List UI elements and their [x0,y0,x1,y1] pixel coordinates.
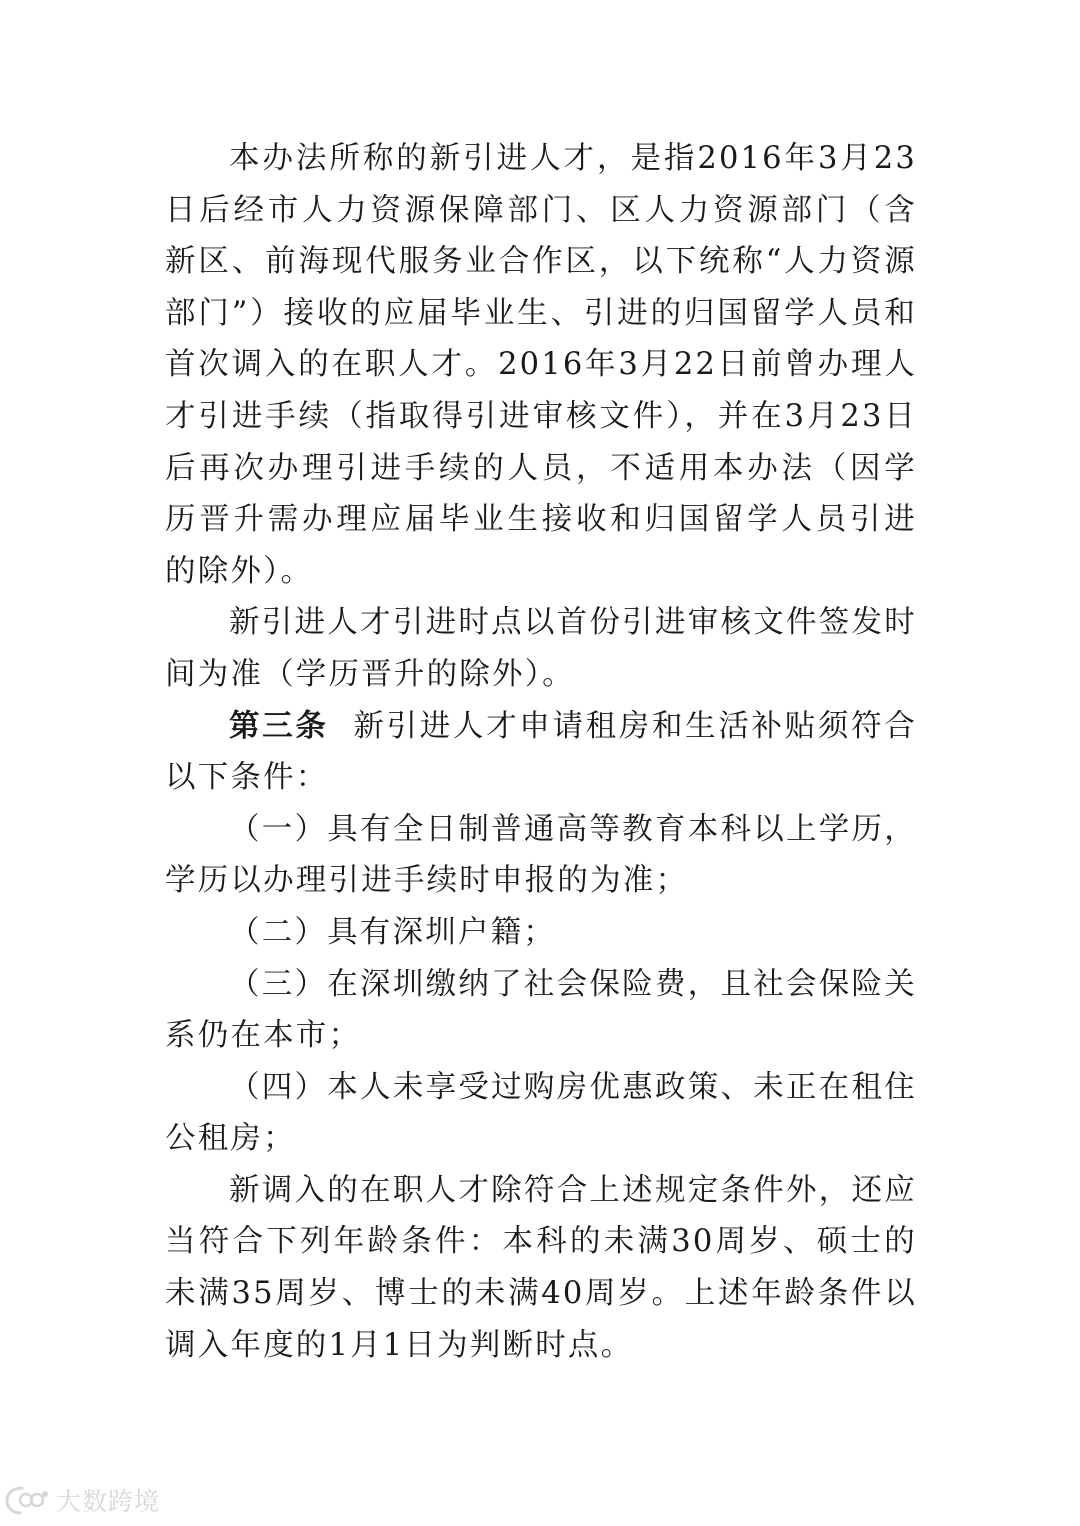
document-body [165,133,917,1371]
condition-one [165,804,917,907]
watermark-logo-icon [4,1483,50,1517]
paragraph-scope [165,133,917,597]
condition-two [165,907,917,959]
paragraph-age-conditions-text: 新调入的在职人才除符合上述规定条件外，还应当符合下列年龄条件：本科的未满30周岁、硕士的未满35周岁、博士的未满40周岁。上述年龄条件以调入年度的1月1日为判断时点。 [165,1172,917,1363]
watermark [4,1480,160,1520]
paragraph-timing [165,597,917,700]
article-three [165,701,917,804]
article-three-text: 新引进人才申请租房和生活补贴须符合以下条件： [165,708,917,796]
paragraph-scope-text: 本办法所称的新引进人才，是指2016年3月23日后经市人力资源保障部门、区人力资源部门（含新区、前海现代服务业合作区，以下统称“人力资源部门”）接收的应届毕业生、引进的归国留学人员和首次调入的在职人才。2016年3月22日前曾办理人才引进手续（指取得引进审核文件），并在3月23日后再次办理引进手续的人员，不适用本办法（因学历晋升需办理应届毕业生接收和归国留学人员引进的除外）。 [165,141,917,589]
watermark-text: 大数跨境 [56,1487,161,1516]
article-heading: 第三条 [229,707,329,744]
condition-one-text: （一）具有全日制普通高等教育本科以上学历，学历以办理引进手续时申报的为准； [165,811,917,899]
paragraph-age-conditions [165,1165,917,1371]
condition-three [165,959,917,1062]
condition-three-text: （三）在深圳缴纳了社会保险费，且社会保险关系仍在本市； [165,966,917,1054]
condition-two-text: （二）具有深圳户籍； [229,914,556,950]
condition-four-text: （四）本人未享受过购房优惠政策、未正在租住公租房； [165,1069,917,1157]
condition-four [165,1062,917,1165]
paragraph-timing-text: 新引进人才引进时点以首份引进审核文件签发时间为准（学历晋升的除外）。 [165,605,917,692]
